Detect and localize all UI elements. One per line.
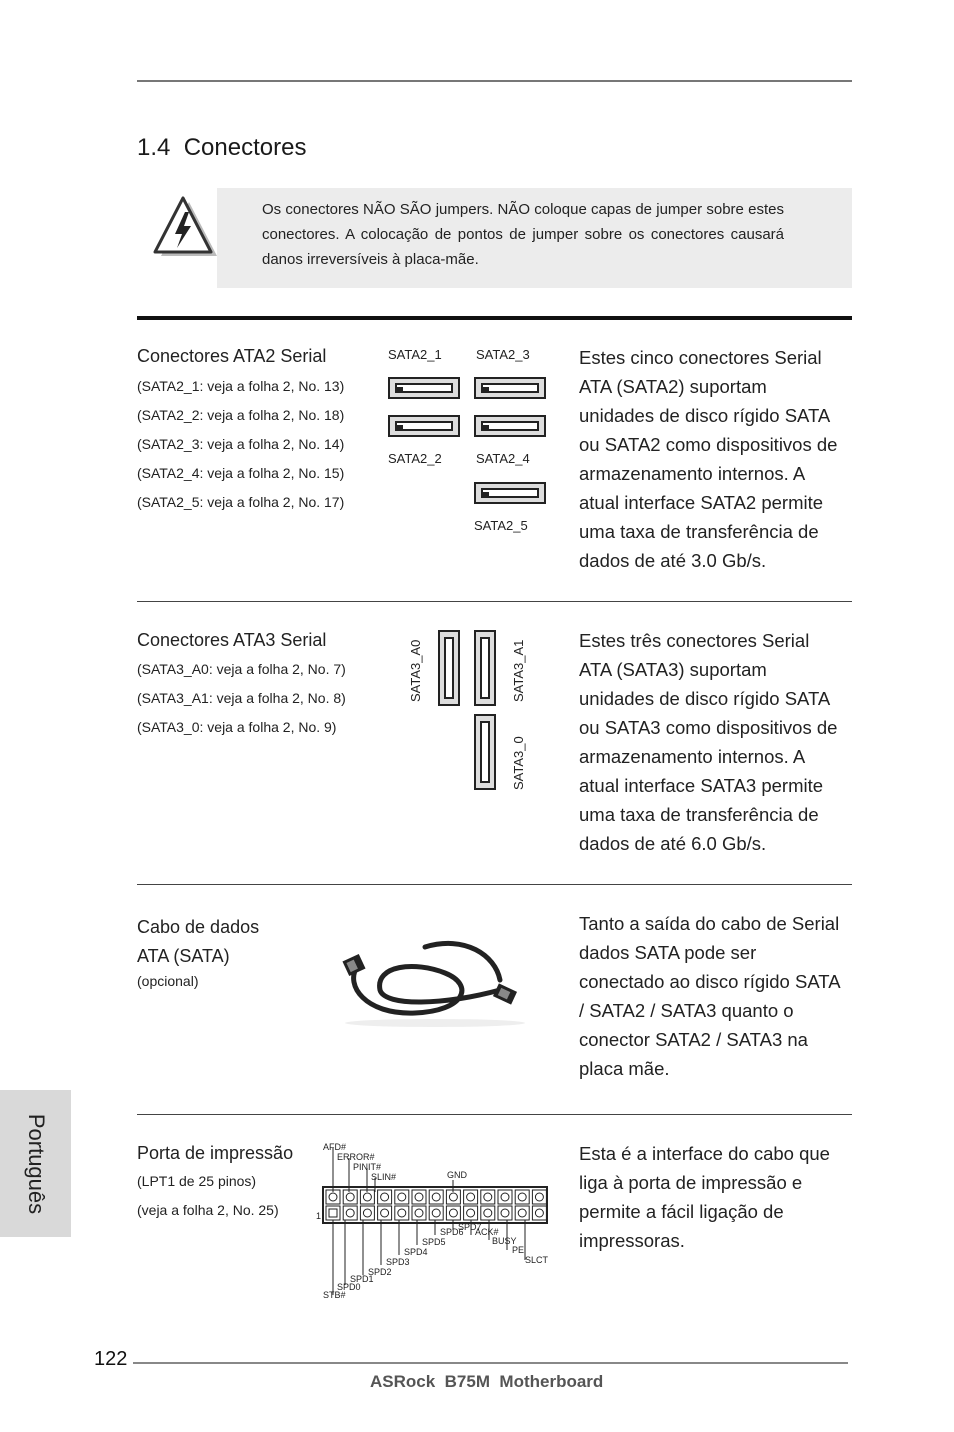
footer-rule [133, 1362, 848, 1364]
cable-desc-line: conectado ao disco rígido SATA [579, 971, 841, 992]
lpt-pin [446, 1190, 460, 1204]
lpt-label: Porta de impressão [137, 1143, 294, 1163]
lpt-label-pinit: PINIT# [353, 1162, 382, 1172]
sata2-desc-line: uma taxa de transferência de [579, 521, 819, 542]
lpt-pin [481, 1206, 495, 1220]
sata3-desc-line: unidades de disco rígido SATA [579, 688, 831, 709]
lpt-pin [395, 1206, 409, 1220]
lpt-label-spd6: SPD6 [440, 1227, 464, 1237]
sata2-1-connector [388, 377, 460, 399]
sata3-0-connector [474, 714, 496, 790]
divider [137, 884, 852, 885]
cable-note: (opcional) [137, 973, 199, 989]
lpt-label-slct: SLCT [525, 1255, 549, 1265]
section-rule [137, 316, 852, 320]
sata3-ref-1: (SATA3_A0: veja a folha 2, No. 7) [137, 661, 346, 677]
lpt-pin [481, 1190, 495, 1204]
sata2-desc-line: dados de até 3.0 Gb/s. [579, 550, 767, 571]
language-tab [0, 1090, 71, 1237]
lpt-label-afd: AFD# [323, 1142, 347, 1152]
cable-desc-line: Tanto a saída do cabo de Serial [579, 913, 840, 934]
warning-electric-icon [153, 196, 219, 260]
lpt-label-gnd: GND [447, 1170, 467, 1180]
section-heading: Conectores [183, 134, 307, 161]
sata3-desc-line: armazenamento internos. A [579, 746, 806, 767]
sata2-desc-line: unidades de disco rígido SATA [579, 405, 831, 426]
lpt-pin-one: 1 [316, 1211, 322, 1221]
lpt-label-spd3: SPD3 [386, 1257, 410, 1267]
sata2-3-connector [474, 377, 546, 399]
port-label-sata2-5: SATA2_5 [474, 518, 528, 533]
lpt-pin [498, 1190, 512, 1204]
lpt-desc-line: liga à porta de impressão e [579, 1172, 803, 1193]
port-label-sata3-a0: SATA3_A0 [408, 639, 423, 702]
lpt-ref: (veja a folha 2, No. 25) [137, 1202, 279, 1218]
lpt-refs [137, 1167, 279, 1225]
cable-label [137, 913, 259, 971]
lpt-pin [343, 1190, 357, 1204]
sata2-desc-line: Estes cinco conectores Serial [579, 347, 822, 368]
sata-cable-image [335, 935, 535, 1030]
lpt-pin [515, 1206, 529, 1220]
cable-label-line: ATA (SATA) [137, 946, 230, 966]
port-label-sata2-3: SATA2_3 [476, 347, 530, 362]
lpt-label-spd7: SPD7 [458, 1222, 482, 1232]
section-title [137, 134, 306, 162]
sata2-ref-5: (SATA2_5: veja a folha 2, No. 17) [137, 494, 345, 510]
lpt-label-stb: STB# [323, 1290, 346, 1300]
lpt-pin [395, 1190, 409, 1204]
sata2-desc-line: ATA (SATA2) suportam [579, 376, 767, 397]
sata3-desc-line: dados de até 6.0 Gb/s. [579, 833, 767, 854]
sata2-ref-2: (SATA2_2: veja a folha 2, No. 18) [137, 407, 345, 423]
cable-desc-line: dados SATA pode ser [579, 942, 757, 963]
lpt-label-error: ERROR# [337, 1152, 375, 1162]
lpt-pin [532, 1190, 546, 1204]
port-label-sata3-a1: SATA3_A1 [511, 639, 526, 702]
lpt-pin [343, 1206, 357, 1220]
lpt-ref: (LPT1 de 25 pinos) [137, 1173, 257, 1189]
sata3-ref-3: (SATA3_0: veja a folha 2, No. 9) [137, 719, 337, 735]
sata3-desc-line: atual interface SATA3 permite [579, 775, 824, 796]
sata3-ref-2: (SATA3_A1: veja a folha 2, No. 8) [137, 690, 346, 706]
sata3-desc-line: ATA (SATA3) suportam [579, 659, 767, 680]
top-rule [137, 80, 852, 82]
cable-desc-line: placa mãe. [579, 1058, 670, 1079]
sata2-label: Conectores ATA2 Serial [137, 346, 327, 366]
port-label-sata2-2: SATA2_2 [388, 451, 442, 466]
lpt-label-spd2: SPD2 [368, 1267, 392, 1277]
sata2-ref-1: (SATA2_1: veja a folha 2, No. 13) [137, 378, 345, 394]
cable-desc-line: conector SATA2 / SATA3 na [579, 1029, 808, 1050]
port-label-sata2-4: SATA2_4 [476, 451, 530, 466]
lpt-pin [429, 1206, 443, 1220]
sata3-desc-line: uma taxa de transferência de [579, 804, 819, 825]
footer-model: ASRock B75M Motherboard [370, 1372, 604, 1391]
sata2-desc-line: armazenamento internos. A [579, 463, 806, 484]
lpt-pin [326, 1206, 340, 1220]
lpt-desc-line: permite a fácil ligação de [579, 1201, 784, 1222]
sata3-desc-line: ou SATA3 como dispositivos de [579, 717, 838, 738]
lpt-pin [498, 1206, 512, 1220]
lpt-label-spd0: SPD0 [337, 1282, 361, 1292]
sata2-5-connector [474, 482, 546, 504]
port-label-sata3-0: SATA3_0 [511, 736, 526, 790]
cable-label-line: Cabo de dados [137, 917, 260, 937]
lpt-pin [464, 1206, 478, 1220]
divider [137, 601, 852, 602]
sata3-label: Conectores ATA3 Serial [137, 630, 327, 650]
lpt-desc-line: impressoras. [579, 1230, 685, 1251]
sata3-refs [137, 655, 346, 742]
language-tab-label: Português [23, 1113, 49, 1214]
sata3-desc-line: Estes três conectores Serial [579, 630, 810, 651]
lpt-label-spd4: SPD4 [404, 1247, 428, 1257]
lpt-pin [360, 1190, 374, 1204]
lpt-desc-line: Esta é a interface do cabo que [579, 1143, 830, 1164]
page-number: 122 [94, 1348, 128, 1370]
sata3-a1-connector [474, 630, 496, 706]
sata3-description [579, 626, 854, 858]
lpt-label-pe: PE [512, 1245, 525, 1255]
lpt-header-diagram [315, 1140, 555, 1300]
sata2-ref-3: (SATA2_3: veja a folha 2, No. 14) [137, 436, 345, 452]
lpt-label-spd1: SPD1 [350, 1274, 374, 1284]
lpt-pin [378, 1190, 392, 1204]
lpt-label-busy: BUSY [492, 1236, 517, 1246]
lpt-label-spd5: SPD5 [422, 1237, 446, 1247]
sata2-refs [137, 372, 344, 517]
lpt-pin [532, 1206, 546, 1220]
warning-box [217, 188, 852, 288]
sata2-desc-line: ou SATA2 como dispositivos de [579, 434, 838, 455]
lpt-pin [378, 1206, 392, 1220]
sata2-desc-line: atual interface SATA2 permite [579, 492, 824, 513]
lpt-label-ack: ACK# [475, 1227, 499, 1237]
cable-desc-line: / SATA2 / SATA3 quanto o [579, 1000, 794, 1021]
lpt-pin [464, 1190, 478, 1204]
section-number: 1.4 [137, 134, 171, 161]
cable-description [579, 909, 854, 1083]
sata2-ref-4: (SATA2_4: veja a folha 2, No. 15) [137, 465, 345, 481]
lpt-pin [446, 1206, 460, 1220]
sata3-a0-connector [438, 630, 460, 706]
lpt-pin [360, 1206, 374, 1220]
lpt-pin [326, 1190, 340, 1204]
lpt-pin [515, 1190, 529, 1204]
lpt-pin [412, 1206, 426, 1220]
sata2-description [579, 343, 854, 575]
divider [137, 1114, 852, 1115]
port-label-sata2-1: SATA2_1 [388, 347, 442, 362]
warning-text: Os conectores NÃO SÃO jumpers. NÃO coloque capas de jumper sobre estes conectores. A colocação de pontos de jumper sobre os conectores causará danos irreversíveis à placa-mãe. [262, 201, 784, 268]
lpt-pin [412, 1190, 426, 1204]
lpt-pin [429, 1190, 443, 1204]
lpt-label-slin: SLIN# [371, 1172, 397, 1182]
sata2-2-connector [388, 415, 460, 437]
lpt-description [579, 1139, 854, 1255]
sata2-4-connector [474, 415, 546, 437]
